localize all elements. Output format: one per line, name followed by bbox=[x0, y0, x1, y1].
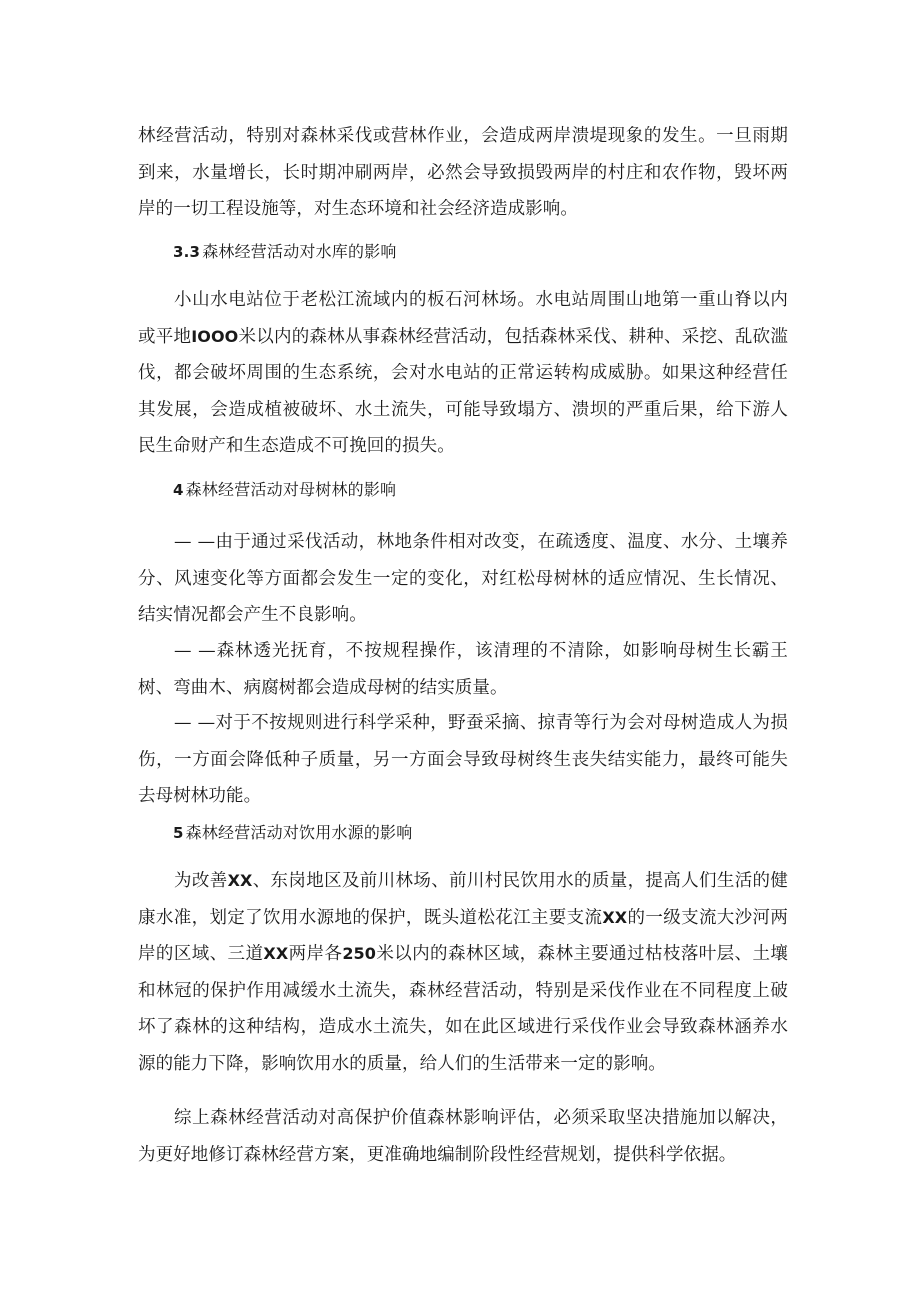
heading-number: 4 bbox=[173, 481, 184, 499]
paragraph-text: 综上森林经营活动对高保护价值森林影响评估，必须采取坚决措施加以解决，为更好地修订森林经营方案，更准确地编制阶段性经营规划，提供科学依据。 bbox=[138, 1108, 788, 1165]
heading-number: 3.3 bbox=[173, 243, 201, 261]
paragraph-text: — —由于通过采伐活动，林地条件相对改变，在疏透度、温度、水分、土壤养分、风速变化等方面都会发生一定的变化，对红松母树林的适应情况、生长情况、结实情况都会产生不良影响。 bbox=[138, 532, 788, 625]
paragraph-reservoir bbox=[138, 282, 788, 465]
text-run: 米以内的森林从事森林经营活动，包括森林采伐、耕种、采挖、乱砍滥伐，都会破坏周围的生态系统，会对水电站的正常运转构成威胁。如果这种经营任其发展，会造成植被破坏、水土流失，可能导致塌方、溃坝的严重后果，给下游人民生命财产和生态造成不可挽回的损失。 bbox=[138, 326, 788, 456]
paragraph-mother-tree-3 bbox=[138, 705, 788, 815]
paragraph-text bbox=[138, 282, 788, 465]
placeholder-run: XX bbox=[227, 871, 253, 890]
text-run: 的一级支流大沙河两岸的区域、三道 bbox=[138, 907, 788, 964]
heading-number: 5 bbox=[173, 824, 184, 842]
heading-text: 森林经营活动对饮用水源的影响 bbox=[185, 823, 413, 842]
heading-4 bbox=[173, 478, 396, 502]
paragraph-text: — —森林透光抚育，不按规程操作，该清理的不清除，如影响母树生长霸王树、弯曲木、病腐树都会造成母树的结实质量。 bbox=[138, 641, 788, 698]
number-run: 250 bbox=[342, 944, 377, 963]
paragraph-text: 林经营活动，特别对森林采伐或营林作业，会造成两岸溃堤现象的发生。一旦雨期到来，水量增长，长时期冲刷两岸，必然会导致损毁两岸的村庄和农作物，毁坏两岸的一切工程设施等，对生态环境和社会经济造成影响。 bbox=[138, 126, 788, 219]
heading-5 bbox=[173, 821, 412, 845]
paragraph-text: — —对于不按规则进行科学采种，野蚕采摘、掠青等行为会对母树造成人为损伤，一方面会降低种子质量，另一方面会导致母树终生丧失结实能力，最终可能失去母树林功能。 bbox=[138, 713, 788, 806]
heading-text: 森林经营活动对母树林的影响 bbox=[185, 480, 397, 499]
paragraph-dike-impact bbox=[138, 118, 788, 228]
text-run: 、东岗地区及前川林场、前川村民饮用水的质量，提高人们生活的健康水准，划定了饮用水源地的保护，既头道松花江主要支流 bbox=[138, 871, 788, 928]
heading-text: 森林经营活动对水库的影响 bbox=[202, 242, 397, 261]
paragraph-text bbox=[138, 863, 788, 1082]
paragraph-water-source bbox=[138, 863, 788, 1082]
text-run: 为改善 bbox=[174, 871, 228, 891]
heading-3-3 bbox=[173, 240, 397, 264]
paragraph-conclusion bbox=[138, 1100, 788, 1173]
placeholder-run: XX bbox=[602, 907, 628, 927]
text-run: 小山水电站位于老松江流域内的板石河林场。水电站周围山地第一重山脊以内或平地 bbox=[138, 290, 788, 347]
paragraph-mother-tree-2 bbox=[138, 633, 788, 706]
text-run: 米以内的森林区域，森林主要通过枯枝落叶层、土壤和林冠的保护作用减缓水土流失，森林经营活动，特别是采伐作业在不同程度上破坏了森林的这种结构，造成水土流失，如在此区域进行采伐作业会导致森林涵养水源的能力下降，影响饮用水的质量，给人们的生活带来一定的影响。 bbox=[138, 944, 788, 1074]
placeholder-run: XX bbox=[263, 944, 289, 963]
paragraph-mother-tree-1 bbox=[138, 524, 788, 634]
number-run: IOOO bbox=[191, 326, 239, 346]
text-run: 两岸各 bbox=[288, 944, 343, 964]
